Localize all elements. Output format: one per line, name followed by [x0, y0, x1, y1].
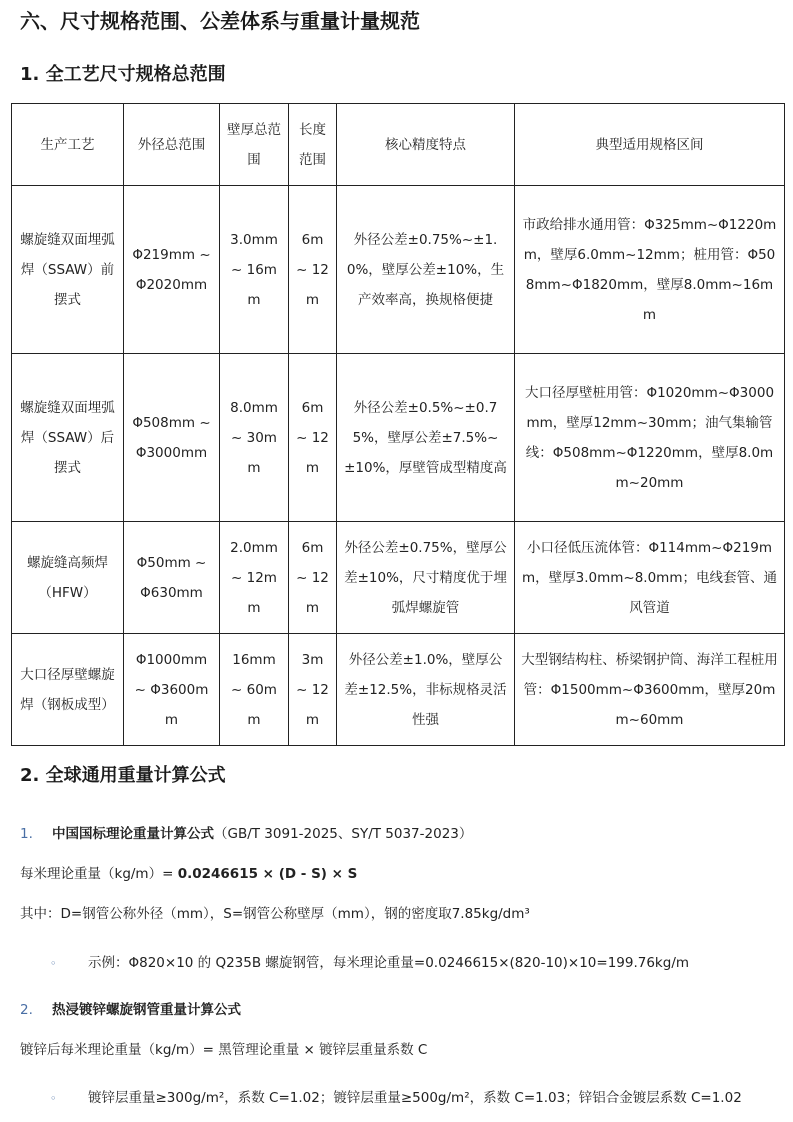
table-row: [12, 522, 785, 634]
cell-od: Φ50mm ~ Φ630mm: [124, 522, 220, 634]
item-title: 中国国标理论重量计算公式: [52, 826, 214, 842]
cell-process: 螺旋缝双面埋弧焊（SSAW）后摆式: [12, 354, 124, 522]
formula-line: [20, 863, 357, 885]
header-length-range: 长度范围: [289, 104, 337, 186]
cell-typical-spec: 大型钢结构柱、桥梁钢护筒、海洋工程桩用管：Φ1500mm~Φ3600mm，壁厚20mm~60mm: [515, 634, 785, 746]
header-wall-range: 壁厚总范围: [220, 104, 289, 186]
bullet-icon: ◦: [50, 1092, 57, 1105]
cell-wall: 2.0mm ~ 12mm: [220, 522, 289, 634]
cell-length: 6m ~ 12m: [289, 522, 337, 634]
cell-typical-spec: 大口径厚壁桩用管：Φ1020mm~Φ3000mm，壁厚12mm~30mm；油气集输管线：Φ508mm~Φ1220mm，壁厚8.0mm~20mm: [515, 354, 785, 522]
table-row: [12, 354, 785, 522]
table-header-row: [12, 104, 785, 186]
cell-wall: 3.0mm ~ 16mm: [220, 186, 289, 354]
list-item-gb-formula: [20, 823, 472, 845]
list-number: 1.: [20, 826, 33, 842]
bullet-icon: ◦: [50, 957, 57, 970]
cell-process: 螺旋缝双面埋弧焊（SSAW）前摆式: [12, 186, 124, 354]
spec-range-table: [11, 103, 785, 746]
cell-length: 6m ~ 12m: [289, 354, 337, 522]
subsection-title-weight-formula: 2. 全球通用重量计算公式: [20, 765, 226, 786]
example-text: 示例：Φ820×10 的 Q235B 螺旋钢管，每米理论重量=0.0246615×(820-10)×10=199.76kg/m: [88, 955, 690, 971]
cell-wall: 16mm ~ 60mm: [220, 634, 289, 746]
formula-expression: 0.0246615 × (D - S) × S: [177, 866, 358, 882]
cell-precision: 外径公差±1.0%，壁厚公差±12.5%，非标规格灵活性强: [337, 634, 515, 746]
list-item-galvanized-formula: [20, 999, 241, 1021]
header-process: 生产工艺: [12, 104, 124, 186]
cell-precision: 外径公差±0.75%~±1.0%，壁厚公差±10%，生产效率高，换规格便捷: [337, 186, 515, 354]
standard-reference: （GB/T 3091-2025、SY/T 5037-2023）: [214, 826, 473, 842]
cell-wall: 8.0mm ~ 30mm: [220, 354, 289, 522]
table-row: [12, 634, 785, 746]
cell-typical-spec: 小口径低压流体管：Φ114mm~Φ219mm，壁厚3.0mm~8.0mm；电线套管、通风管道: [515, 522, 785, 634]
cell-length: 6m ~ 12m: [289, 186, 337, 354]
subsection-title-spec-range: 1. 全工艺尺寸规格总范围: [20, 64, 226, 85]
list-item-example: [50, 952, 689, 975]
cell-precision: 外径公差±0.75%，壁厚公差±10%，尺寸精度优于埋弧焊螺旋管: [337, 522, 515, 634]
cell-process: 大口径厚壁螺旋焊（钢板成型）: [12, 634, 124, 746]
item-title: 热浸镀锌螺旋钢管重量计算公式: [52, 1002, 241, 1018]
galvanized-formula-line: 镀锌后每米理论重量（kg/m）= 黑管理论重量 × 镀锌层重量系数 C: [20, 1042, 428, 1058]
header-od-range: 外径总范围: [124, 104, 220, 186]
cell-od: Φ508mm ~ Φ3000mm: [124, 354, 220, 522]
coefficient-text: 镀锌层重量≥300g/m²，系数 C=1.02；镀锌层重量≥500g/m²，系数 C=1.03；锌铝合金镀层系数 C=1.02: [88, 1090, 742, 1106]
cell-typical-spec: 市政给排水通用管：Φ325mm~Φ1220mm，壁厚6.0mm~12mm；桩用管：Φ508mm~Φ1820mm，壁厚8.0mm~16mm: [515, 186, 785, 354]
cell-precision: 外径公差±0.5%~±0.75%，壁厚公差±7.5%~±10%，厚壁管成型精度高: [337, 354, 515, 522]
header-precision: 核心精度特点: [337, 104, 515, 186]
cell-process: 螺旋缝高频焊（HFW）: [12, 522, 124, 634]
cell-length: 3m ~ 12m: [289, 634, 337, 746]
list-item-coefficient: [50, 1087, 742, 1110]
table-row: [12, 186, 785, 354]
header-typical-spec: 典型适用规格区间: [515, 104, 785, 186]
variable-definition: 其中：D=钢管公称外径（mm），S=钢管公称壁厚（mm），钢的密度取7.85kg/dm³: [20, 906, 530, 922]
list-number: 2.: [20, 1002, 33, 1018]
cell-od: Φ219mm ~ Φ2020mm: [124, 186, 220, 354]
section-title: 六、尺寸规格范围、公差体系与重量计量规范: [20, 9, 420, 33]
cell-od: Φ1000mm ~ Φ3600mm: [124, 634, 220, 746]
formula-label: 每米理论重量（kg/m）=: [20, 866, 174, 882]
